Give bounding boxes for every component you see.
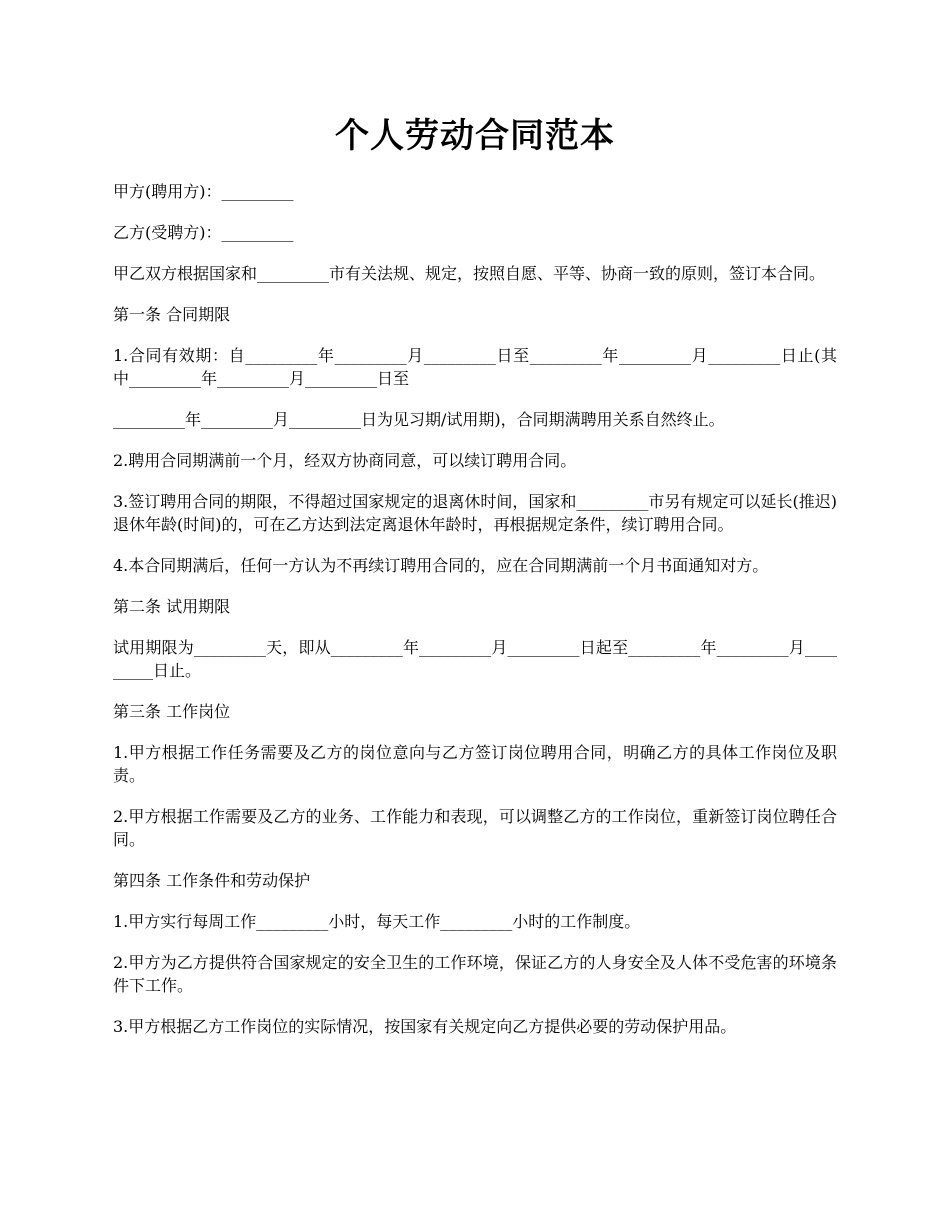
spacer (113, 723, 837, 741)
spacer (113, 618, 837, 636)
spacer (113, 577, 837, 595)
spacer (113, 933, 837, 951)
spacer (113, 431, 837, 449)
spacer (113, 536, 837, 554)
document-title: 个人劳动合同范本 (335, 116, 615, 156)
spacer (113, 787, 837, 805)
spacer (113, 472, 837, 490)
spacer (113, 203, 837, 221)
party-a-line: 甲方(聘用方)：_________ (113, 182, 294, 201)
article-1-clause-4: 4.本合同期满后，任何一方认为不再续订聘用合同的，应在合同期满前一个月书面通知对方。 (113, 556, 769, 575)
spacer (113, 997, 837, 1015)
article-3-clause-1: 1.甲方根据工作任务需要及乙方的岗位意向与乙方签订岗位聘用合同，明确乙方的具体工作岗位及职责。 (113, 743, 837, 785)
article-1-clause-3: 3.签订聘用合同的期限，不得超过国家规定的退离休时间，国家和_________市另有规定可以延长(推迟)退休年龄(时间)的，可在乙方达到法定离退休年龄时，再根据规定条件，续订聘用合同。 (113, 492, 837, 534)
party-b-line: 乙方(受聘方)：_________ (113, 223, 294, 242)
spacer (113, 326, 837, 344)
article-3-heading: 第三条 工作岗位 (113, 702, 231, 721)
article-1-clause-1: 1.合同有效期：自_________年_________月_________日至_________年_________月_________日止(其中_________年_________月_________日至 (113, 346, 837, 388)
document-page (113, 0, 837, 1038)
spacer (113, 390, 837, 408)
spacer (113, 851, 837, 869)
article-1-clause-1-continued: _________年_________月_________日为见习期/试用期)，合同期满聘用关系自然终止。 (113, 410, 725, 429)
article-1-heading: 第一条 合同期限 (113, 305, 231, 324)
article-4-clause-3: 3.甲方根据乙方工作岗位的实际情况，按国家有关规定向乙方提供必要的劳动保护用品。 (113, 1017, 737, 1036)
spacer (113, 285, 837, 303)
article-4-heading: 第四条 工作条件和劳动保护 (113, 871, 311, 890)
article-2-heading: 第二条 试用期限 (113, 597, 231, 616)
article-4-clause-2: 2.甲方为乙方提供符合国家规定的安全卫生的工作环境，保证乙方的人身安全及人体不受危害的环境条件下工作。 (113, 953, 837, 995)
article-2-text: 试用期限为_________天，即从_________年_________月_________日起至_________年_________月_________日止。 (113, 638, 837, 680)
article-4-clause-1: 1.甲方实行每周工作_________小时，每天工作_________小时的工作制度。 (113, 912, 641, 931)
spacer (113, 682, 837, 700)
spacer (113, 160, 837, 180)
article-1-clause-2: 2.聘用合同期满前一个月，经双方协商同意，可以续订聘用合同。 (113, 451, 577, 470)
article-3-clause-2: 2.甲方根据工作需要及乙方的业务、工作能力和表现，可以调整乙方的工作岗位，重新签订岗位聘任合同。 (113, 807, 837, 849)
preamble-paragraph: 甲乙双方根据国家和_________市有关法规、规定，按照自愿、平等、协商一致的原则，签订本合同。 (113, 264, 826, 283)
spacer (113, 892, 837, 910)
spacer (113, 244, 837, 262)
